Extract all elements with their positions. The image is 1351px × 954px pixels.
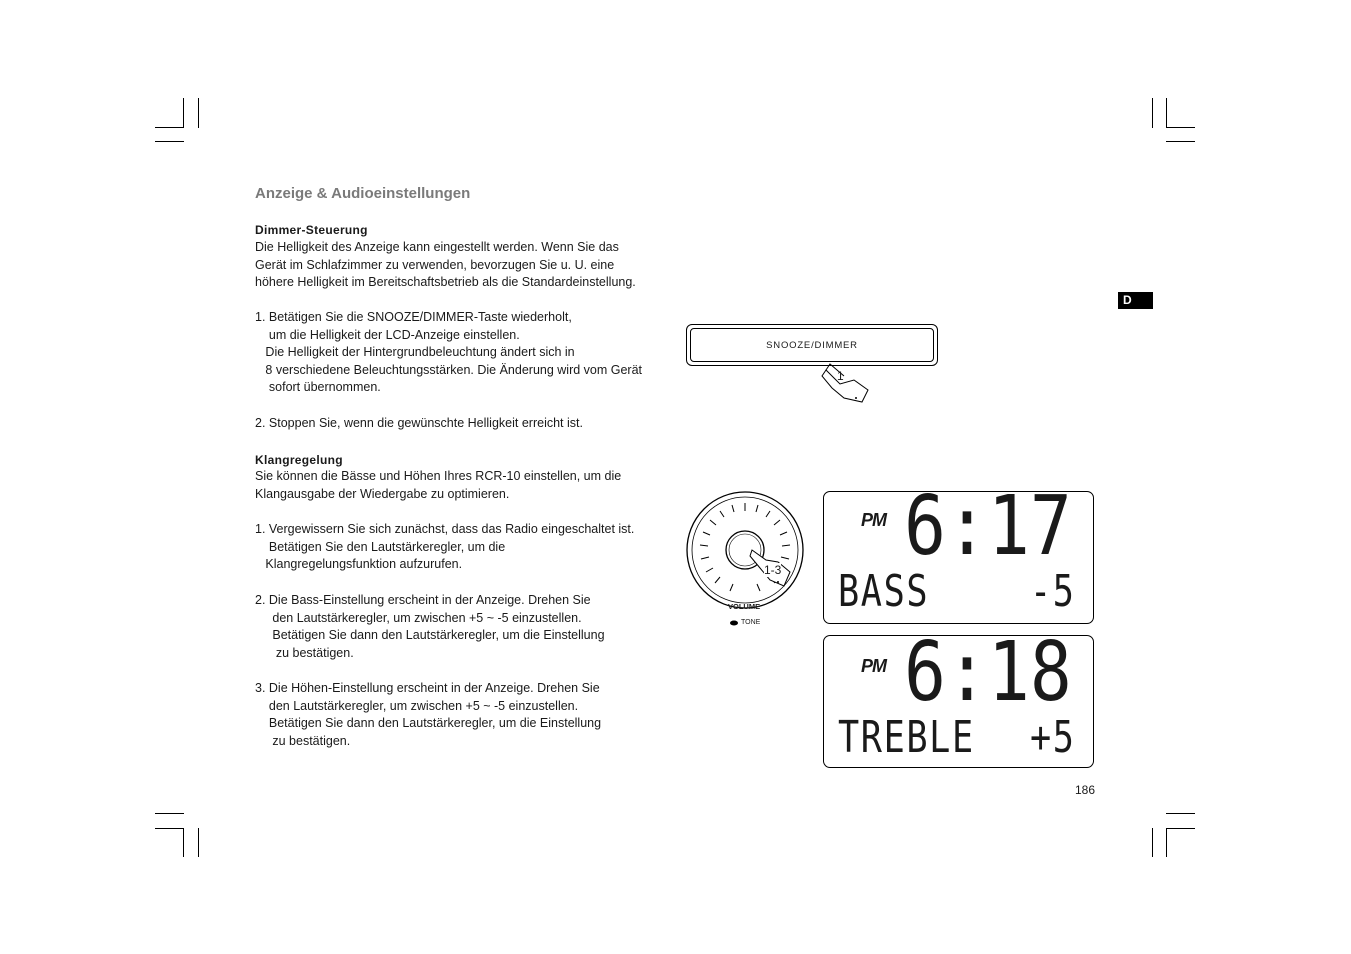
crop-mark: [1166, 98, 1167, 128]
ampm-indicator: PM: [861, 656, 886, 676]
setting-name: TREBLE: [838, 712, 975, 763]
volume-knob-figure: [686, 490, 806, 630]
lcd-display-treble: [823, 625, 1094, 768]
dimmer-intro: Die Helligkeit des Anzeige kann eingestellt werden. Wenn Sie das Gerät im Schlafzimmer zu verwenden, bevorzugen Sie u. U. eine höhere Helligkeit im Bereitschaftsbetrieb als die Standardeinstellung.: [255, 240, 636, 290]
crop-mark: [155, 141, 184, 142]
snooze-dimmer-label: SNOOZE/DIMMER: [766, 340, 858, 351]
setting-value: +5: [1030, 712, 1076, 763]
klang-step-2: 2. Die Bass-Einstellung erscheint in der Anzeige. Drehen Sie den Lautstärkeregler, um zwischen +5 ~ -5 einzustellen. Betätigen Sie dann den Lautstärkeregler, um die Einstellung zu bestätigen.: [255, 593, 605, 660]
crop-mark: [183, 98, 184, 128]
snooze-dimmer-figure: [686, 324, 940, 404]
volume-label: VOLUME: [728, 602, 761, 611]
klang-step-1: 1. Vergewissern Sie sich zunächst, dass das Radio eingeschaltet ist. Betätigen Sie den Lautstärkeregler, um die Klangregelungsfunktion aufzurufen.: [255, 522, 635, 572]
crop-mark: [198, 828, 199, 857]
dimmer-step-2: 2. Stoppen Sie, wenn die gewünschte Helligkeit erreicht ist.: [255, 416, 583, 430]
page-number: 186: [1075, 783, 1096, 797]
callout-number: 1: [837, 369, 844, 383]
crop-mark: [1166, 828, 1195, 829]
callout-number: 1-3: [764, 563, 782, 577]
dimmer-step-1: 1. Betätigen Sie die SNOOZE/DIMMER-Taste wiederholt, um die Helligkeit der LCD-Anzeige einstellen. Die Helligkeit der Hintergrundbeleuchtung ändert sich in 8 verschiedene Beleuchtungsstärken. Die Änderung wird vom Gerät sofort übernommen.: [255, 310, 643, 395]
crop-mark: [155, 828, 184, 829]
ampm-indicator: PM: [861, 510, 886, 530]
crop-mark: [155, 813, 184, 814]
setting-name: BASS: [838, 566, 930, 617]
crop-mark: [1166, 141, 1195, 142]
crop-mark: [1166, 828, 1167, 857]
klang-intro: Sie können die Bässe und Höhen Ihres RCR-10 einstellen, um die Klangausgabe der Wiedergabe zu optimieren.: [255, 469, 622, 501]
tone-label: TONE: [741, 619, 761, 626]
setting-value: -5: [1030, 566, 1076, 617]
lcd-display-bass: [823, 479, 1094, 624]
crop-mark: [183, 828, 184, 857]
crop-mark: [1152, 828, 1153, 857]
crop-mark: [198, 98, 199, 128]
dimmer-title: Dimmer-Steuerung: [255, 223, 368, 237]
section-heading: Anzeige & Audioeinstellungen: [255, 185, 471, 202]
klang-step-3: 3. Die Höhen-Einstellung erscheint in der Anzeige. Drehen Sie den Lautstärkeregler, um zwischen +5 ~ -5 einzustellen. Betätigen Sie dann den Lautstärkeregler, um die Einstellung zu bestätigen.: [255, 681, 602, 748]
klang-title: Klangregelung: [255, 453, 343, 467]
time-display: 6:17: [904, 479, 1072, 574]
crop-mark: [1166, 127, 1195, 128]
crop-mark: [1152, 98, 1153, 128]
language-tab: D: [1118, 292, 1153, 309]
crop-mark: [1166, 813, 1195, 814]
time-display: 6:18: [904, 625, 1072, 720]
crop-mark: [155, 127, 184, 128]
